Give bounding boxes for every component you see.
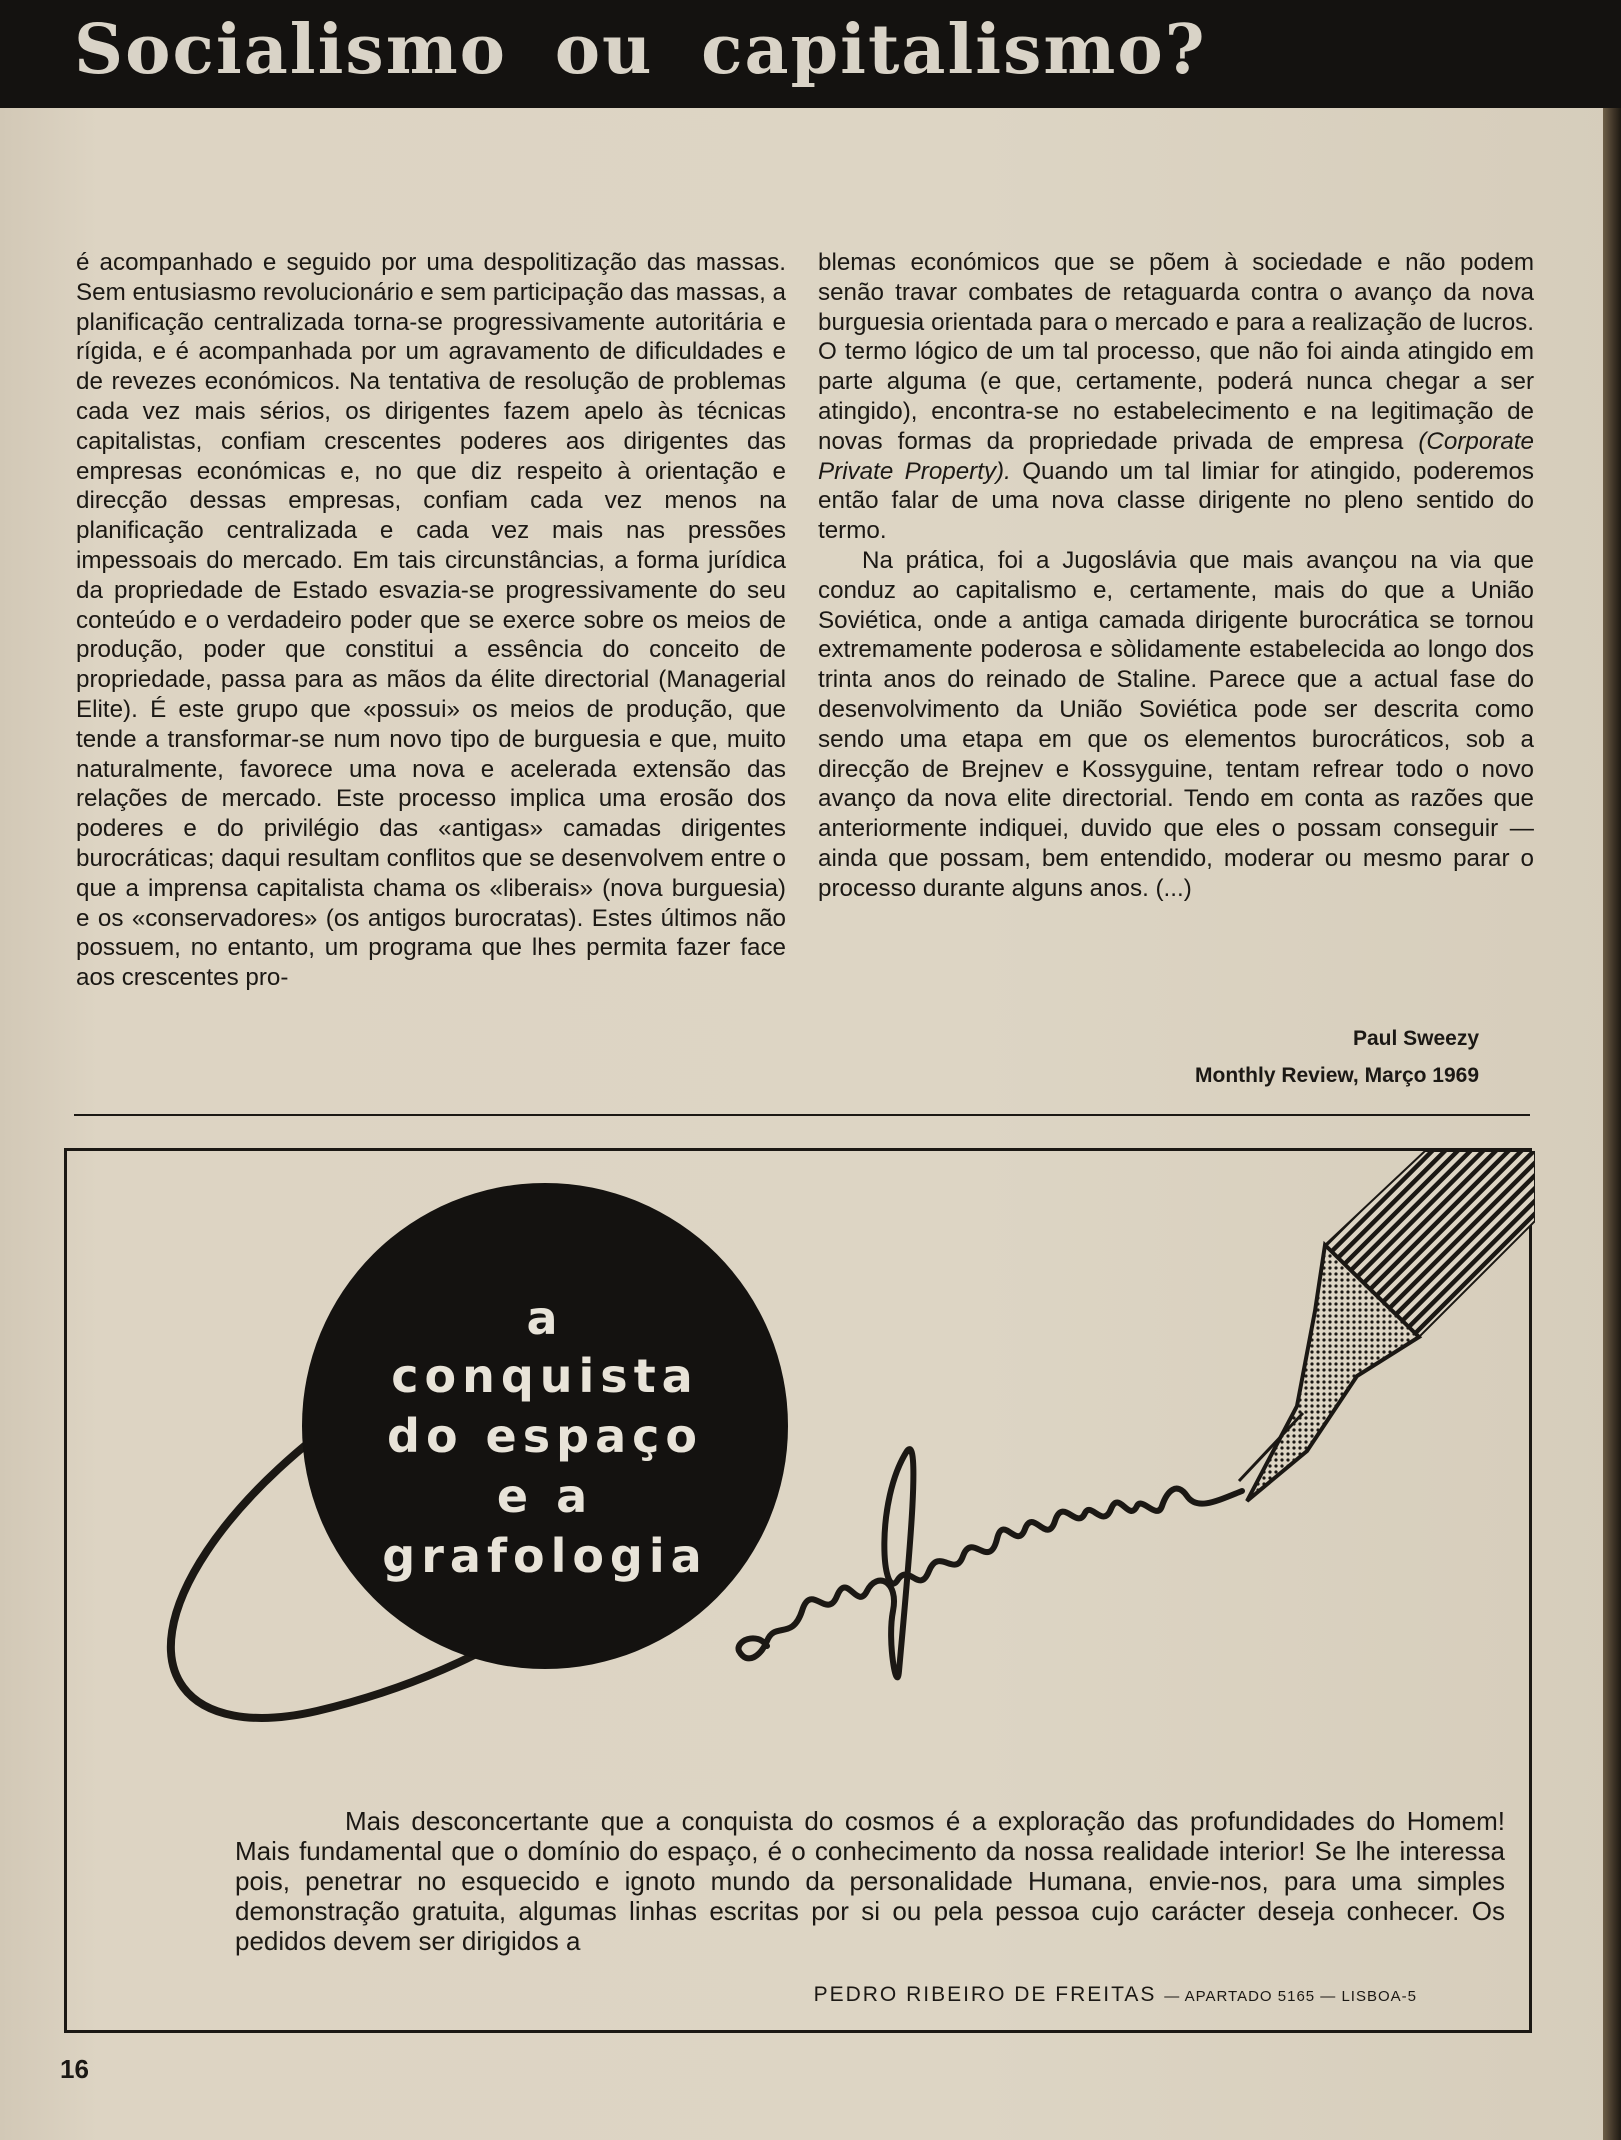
article-column-left: [76, 248, 786, 993]
page-title: Socialismo ou capitalismo?: [74, 10, 1207, 90]
article-column-right: [818, 248, 1534, 904]
article-paragraph: [818, 248, 1534, 546]
handwriting-signature: [739, 1449, 1242, 1677]
ad-contact-address: — APARTADO 5165 — LISBOA-5: [1164, 1988, 1417, 2005]
source-citation: Monthly Review, Março 1969: [1195, 1064, 1479, 1087]
section-divider: [74, 1114, 1530, 1116]
ad-contact-name: PEDRO RIBEIRO DE FREITAS: [813, 1983, 1157, 2006]
page-binding-edge: [1603, 108, 1621, 2140]
ad-body-text: Mais desconcertante que a conquista do cosmos é a exploração das profundidades do Homem! Mais fundamental que o domínio do espaço, é o conhecimento da nossa realidade interior! Se lhe interessa pois, penetrar no esquecido e ignoto mundo da personalidade Humana, envie-nos, para uma simples demonstração gratuita, algumas linhas escritas por si ou pela pessoa cujo carácter deseja conhecer. Os pedidos devem ser dirigidos a: [235, 1806, 1505, 1956]
article-paragraph: Na prática, foi a Jugoslávia que mais avançou na via que conduz ao capitalismo e, certamente, mais do que a União Soviética, onde a antiga camada dirigente burocrática se tornou extremamente poderosa e sòlidamente estabelecida ao longo dos trinta anos do reinado de Staline. Parece que a actual fase do desenvolvimento da União Soviética pode ser descrita como sendo uma etapa em que os elementos burocráticos, sob a direcção de Brejnev e Kossyguine, tentam refrear todo o novo avanço da nova elite directorial. Tendo em conta as razões que anteriormente indiquei, duvido que eles o possam conseguir — ainda que possam, bem entendido, moderar ou mesmo parar o processo durante alguns anos. (...): [818, 546, 1534, 902]
article-text: Quando um tal limiar for atingido, poderemos então falar de uma nova classe dirigente no pleno sentido do termo.: [818, 457, 1534, 545]
article-attribution: [1195, 1020, 1479, 1094]
advertisement: [64, 1148, 1532, 2033]
author-name: Paul Sweezy: [1352, 1027, 1479, 1050]
ad-headline-line: grafologia: [382, 1529, 708, 1583]
fountain-pen-icon: [1239, 1151, 1535, 1501]
ad-headline-line: do espaço: [387, 1409, 703, 1463]
ad-contact: [814, 1983, 1417, 2007]
header-bar: [0, 0, 1621, 108]
ad-body: [235, 1806, 1505, 1956]
ad-headline-line: conquista: [391, 1349, 699, 1403]
ad-headline-line: a: [526, 1291, 564, 1345]
article-italic-term: (Corporate Private Property).: [818, 427, 1534, 485]
ad-headline-line: e a: [496, 1469, 594, 1523]
ad-illustration: [67, 1151, 1535, 1791]
article-text: blemas económicos que se põem à sociedade e não podem senão travar combates de retaguarda contra o avanço da nova burguesia orientada para o mercado e para a realização de lucros. O termo lógico de um tal processo, que não foi ainda atingido em parte alguma (e que, certamente, poderá nunca chegar a ser atingido), encontra-se no estabelecimento e na legitimação de novas formas da propriedade privada de empresa: [818, 249, 1534, 455]
article-paragraph: é acompanhado e seguido por uma despolitização das massas. Sem entusiasmo revolucionário e sem participação das massas, a planificação centralizada torna-se progressivamente autoritária e rígida, e é acompanhada por um agravamento de dificuldades e de revezes económicos. Na tentativa de resolução de problemas cada vez mais sérios, os dirigentes fazem apelo às técnicas capitalistas, confiam crescentes poderes aos dirigentes das empresas económicas e, no que diz respeito à orientação e direcção dessas empresas, confiam cada vez menos na planificação centralizada e cada vez mais nas pressões impessoais do mercado. Em tais circunstâncias, a forma jurídica da propriedade de Estado esvazia-se progressivamente do seu conteúdo e o verdadeiro poder que se exerce sobre os meios de produção, poder que constitui a essência do conceito de propriedade, passa para as mãos da élite directorial (Managerial Elite). É este grupo que «possui» os meios de produção, que tende a transformar-se num novo tipo de burguesia e que, muito naturalmente, favorece uma nova e acelerada extensão das relações de mercado. Este processo implica uma erosão dos poderes e do privilégio das «antigas» camadas dirigentes burocráticas; daqui resultam conflitos que se desenvolvem entre o que a imprensa capitalista chama os «liberais» (nova burguesia) e os «conservadores» (os antigos burocratas). Estes últimos não possuem, no entanto, um programa que lhes permita fazer face aos crescentes pro-: [76, 249, 786, 992]
page-number: 16: [60, 2054, 89, 2084]
